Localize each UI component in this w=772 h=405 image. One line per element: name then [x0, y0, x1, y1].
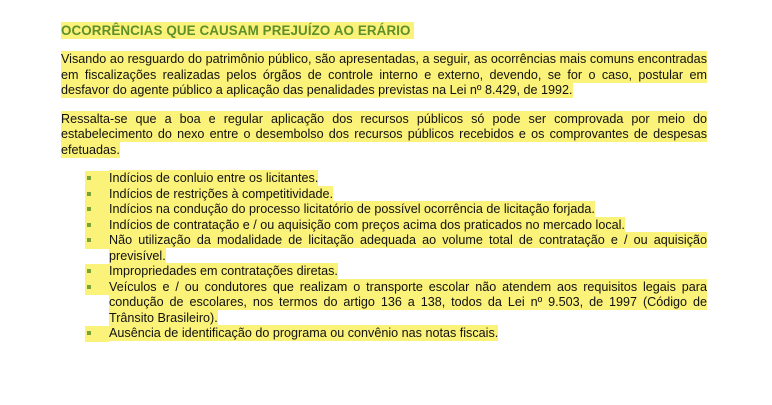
- square-bullet-icon: [85, 233, 109, 249]
- list-item: [61, 264, 707, 280]
- square-bullet-icon: [85, 326, 109, 342]
- square-bullet-icon: [85, 187, 109, 203]
- list-item: [61, 280, 707, 327]
- square-bullet-icon: [85, 218, 109, 234]
- square-bullet-icon: [85, 202, 109, 218]
- list-item-text: Indícios na condução do processo licitatório de possível ocorrência de licitação forjada.: [109, 202, 595, 216]
- list-item: [61, 171, 707, 187]
- paragraph-emphasis-text: Ressalta-se que a boa e regular aplicação dos recursos públicos só pode ser comprovada por meio do estabelecimento do nexo entre o desembolso dos recursos públicos recebidos e os comprovantes de despesas efetuadas.: [61, 111, 707, 157]
- title-text: OCORRÊNCIAS QUE CAUSAM PREJUÍZO AO ERÁRIO: [61, 22, 414, 39]
- document-title: [61, 22, 707, 40]
- list-item-text: Indícios de conluio entre os licitantes.: [109, 171, 319, 185]
- square-bullet-icon: [85, 264, 109, 280]
- list-item: [61, 202, 707, 218]
- occurrences-list: [61, 171, 707, 342]
- list-item-text: Veículos e / ou condutores que realizam o transporte escolar não atendem aos requisitos legais para condução de escolares, nos termos do artigo 136 a 138, todos da Lei nº 9.503, de 1997 (Código de Trânsito Brasileiro).: [109, 279, 707, 325]
- paragraph-intro-text: Visando ao resguardo do patrimônio público, são apresentadas, a seguir, as ocorrências mais comuns encontradas em fiscalizações realizadas pelos órgãos de controle interno e externo, devendo, se for o caso, postular em desfavor do agente público a aplicação das penalidades previstas na Lei nº 8.429, de 1992.: [61, 52, 707, 97]
- list-item: [61, 233, 707, 264]
- paragraph-emphasis: [61, 112, 707, 159]
- list-item-text: Impropriedades em contratações diretas.: [109, 264, 338, 278]
- paragraph-intro: [61, 52, 707, 99]
- list-item-text: Ausência de identificação do programa ou convênio nas notas fiscais.: [109, 326, 499, 340]
- document-page: [61, 22, 707, 342]
- list-item-text: Indícios de contratação e / ou aquisição com preços acima dos praticados no mercado local.: [109, 217, 625, 232]
- square-bullet-icon: [85, 280, 109, 296]
- list-item-text: Indícios de restrições à competitividade.: [109, 186, 334, 201]
- list-item: [61, 326, 707, 342]
- list-item-text: Não utilização da modalidade de licitação adequada ao volume total de contratação e / ou aquisição previsível.: [109, 233, 707, 263]
- square-bullet-icon: [85, 171, 109, 187]
- list-item: [61, 218, 707, 234]
- list-item: [61, 187, 707, 203]
